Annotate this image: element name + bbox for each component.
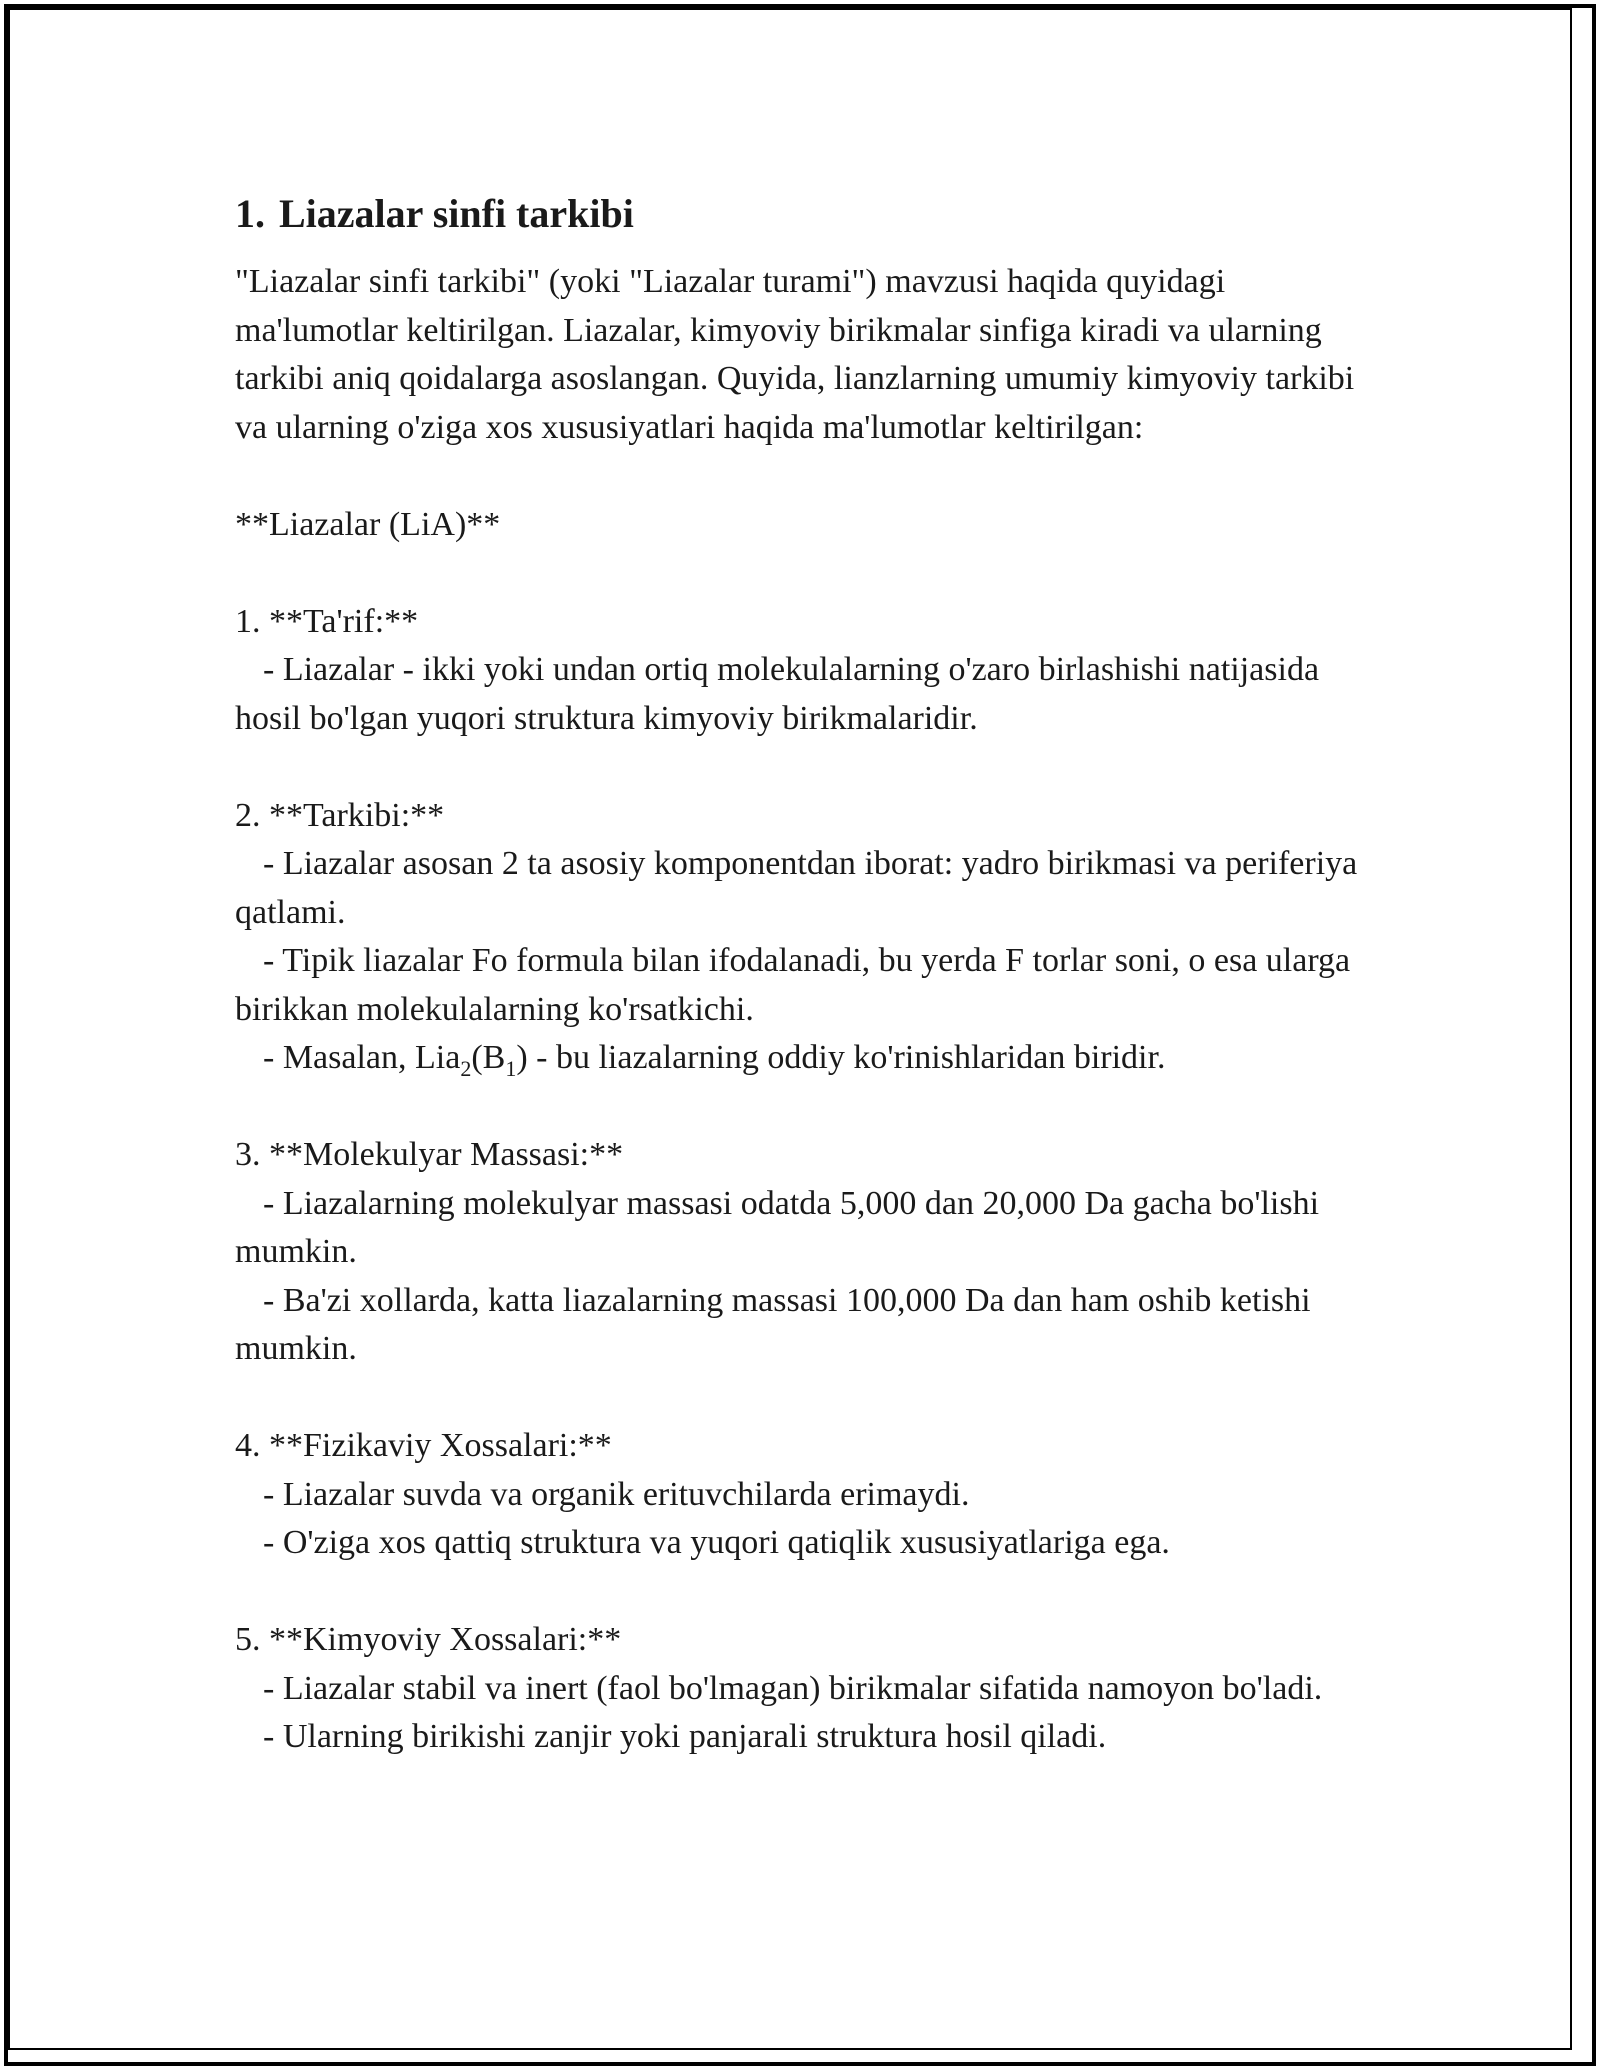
section-3-bullet-1: - Liazalarning molekulyar massasi odatda 5,000 dan 20,000 Da gacha bo'lishi mumkin. — [235, 1184, 1320, 1270]
formula-subscript-2: 1 — [505, 1055, 517, 1081]
section-2-bullet-2: - Tipik liazalar Fo formula bilan ifodalanadi, bu yerda F torlar soni, o esa ularga birikkan molekulalarning ko'rsatkichi. — [235, 942, 1351, 1028]
subject-line: **Liazalar (LiA)** — [235, 505, 501, 543]
section-4-bullet-2: - O'ziga xos qattiq struktura va yuqori qatiqlik xususiyatlariga ega. — [263, 1524, 1170, 1561]
section-2-title: 2. **Tarkibi:** — [235, 796, 445, 834]
formula-subscript-1: 2 — [460, 1055, 472, 1081]
section-heading — [235, 188, 1365, 240]
section-4-title: 4. **Fizikaviy Xossalari:** — [235, 1427, 612, 1464]
section-1-bullet-1: - Liazalar - ikki yoki undan ortiq molekulalarning o'zaro birlashishi natijasida hosil bo'lgan yuqori struktura kimyoviy birikmalaridir. — [235, 651, 1320, 737]
section-3-bullet-2: - Ba'zi xollarda, katta liazalarning massasi 100,000 Da dan ham oshib ketishi mumkin. — [235, 1281, 1311, 1367]
section-5-title: 5. **Kimyoviy Xossalari:** — [235, 1621, 622, 1658]
formula-prefix: - Masalan, Lia — [263, 1039, 461, 1076]
formula-middle: (B — [471, 1039, 506, 1076]
heading-title: Liazalar sinfi tarkibi — [279, 191, 634, 236]
section-1-title: 1. **Ta'rif:** — [235, 602, 419, 640]
section-5-bullet-2: - Ularning birikishi zanjir yoki panjarali struktura hosil qiladi. — [263, 1718, 1107, 1755]
section-2-bullet-1: - Liazalar asosan 2 ta asosiy komponentdan iborat: yadro birikmasi va periferiya qatlami. — [235, 845, 1358, 931]
section-2-formula-bullet — [235, 1034, 1365, 1083]
intro-paragraph: "Liazalar sinfi tarkibi" (yoki "Liazalar turami") mavzusi haqida quyidagi ma'lumotlar keltirilgan. Liazalar, kimyoviy birikmalar sinfiga kiradi va ularning tarkibi aniq qoidalarga asoslangan. Quyida, lianzlarning umumiy kimyoviy tarkibi va ularning o'ziga xos xususiyatlari haqida ma'lumotlar keltirilgan: — [235, 263, 1355, 446]
heading-number: 1. — [235, 191, 265, 236]
section-5-bullet-1: - Liazalar stabil va inert (faol bo'lmagan) birikmalar sifatida namoyon bo'ladi. — [263, 1669, 1323, 1707]
document-body — [235, 188, 1365, 1762]
formula-suffix: ) - bu liazalarning oddiy ko'rinishlaridan biridir. — [516, 1039, 1166, 1076]
section-4-bullet-1: - Liazalar suvda va organik erituvchilarda erimaydi. — [263, 1475, 970, 1513]
section-3-title: 3. **Molekulyar Massasi:** — [235, 1136, 624, 1173]
